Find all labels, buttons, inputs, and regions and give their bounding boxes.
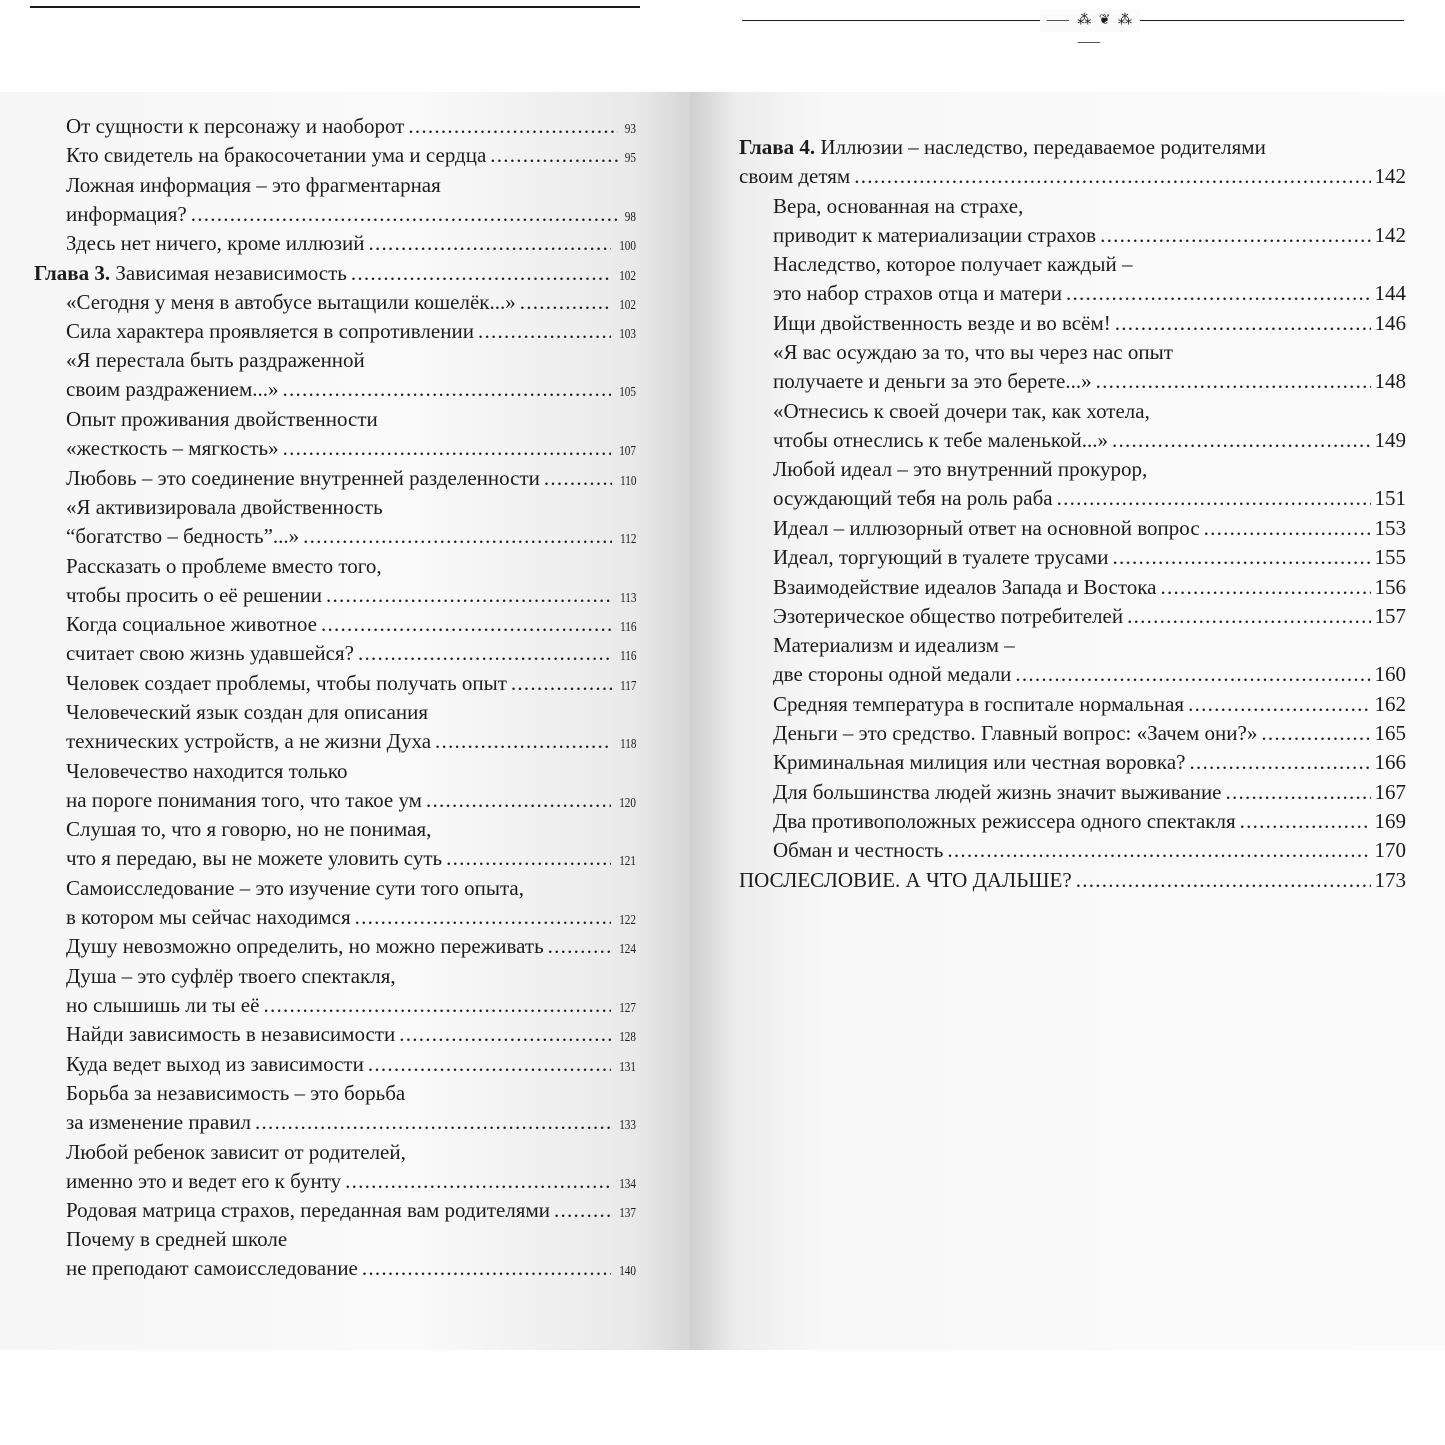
page-number: 124 bbox=[619, 942, 636, 958]
toc-entry bbox=[773, 748, 1406, 777]
toc-entry-title: «Я вас осуждаю за то, что вы через нас опыт bbox=[773, 340, 1173, 365]
toc-entry-title: Идеал, торгующий в туалете трусами bbox=[773, 545, 1109, 570]
toc-entry-title: Наследство, которое получает каждый – bbox=[773, 252, 1133, 277]
page-number: 113 bbox=[619, 590, 636, 606]
toc-entry-title: «Отнесись к своей дочери так, как хотела, bbox=[773, 398, 1150, 423]
toc-entry-title: Для большинства людей жизнь значит выживание bbox=[773, 779, 1222, 804]
toc-entry-title: Опыт проживания двойственности bbox=[66, 407, 378, 431]
toc-entry bbox=[66, 1079, 636, 1140]
toc-entry bbox=[66, 1196, 636, 1228]
toc-entry bbox=[773, 836, 1406, 865]
toc-entry bbox=[66, 757, 636, 818]
toc-entry-title: Два противоположных режиссера одного спектакля bbox=[773, 808, 1236, 833]
leader-dots bbox=[321, 610, 612, 639]
page-number: 146 bbox=[1374, 310, 1406, 335]
leader-dots bbox=[548, 932, 611, 961]
toc-entry bbox=[66, 639, 636, 671]
leader-dots bbox=[520, 288, 611, 317]
toc-entry bbox=[739, 133, 1406, 191]
page-number: 118 bbox=[619, 737, 636, 752]
toc-entry bbox=[773, 602, 1406, 631]
ornament-icon: ⸺ ⁂ ❦ ⁂ ⸺ bbox=[1040, 10, 1140, 32]
toc-entry bbox=[66, 698, 636, 759]
page-number: 151 bbox=[1374, 486, 1406, 511]
page-number: 165 bbox=[1374, 721, 1406, 745]
leader-dots bbox=[326, 581, 612, 610]
toc-entry-title: Вера, основанная на страхе, bbox=[773, 193, 1024, 218]
leader-dots bbox=[1127, 602, 1370, 631]
leader-dots bbox=[554, 1196, 611, 1225]
toc-entry-title: Средняя температура в госпитале нормальная bbox=[773, 691, 1185, 716]
toc-entry bbox=[66, 141, 636, 173]
page-number: 140 bbox=[619, 1264, 636, 1280]
page-number: 142 bbox=[1374, 222, 1406, 247]
leader-dots bbox=[283, 375, 611, 404]
page-number: 142 bbox=[1374, 164, 1406, 188]
leader-dots bbox=[544, 464, 612, 493]
leader-dots bbox=[1189, 748, 1370, 777]
toc-entry-title: на пороге понимания того, что такое ум bbox=[66, 787, 422, 812]
leader-dots bbox=[490, 141, 618, 170]
leader-dots bbox=[1096, 367, 1371, 396]
leader-dots bbox=[263, 991, 611, 1020]
toc-entry-title: две стороны одной медали bbox=[773, 662, 1012, 687]
toc-entry bbox=[66, 346, 636, 407]
toc-entry-title: своим детям bbox=[739, 164, 851, 188]
leader-dots bbox=[362, 1254, 611, 1283]
page-number: 160 bbox=[1374, 662, 1406, 687]
chapter-label: Глава 4. bbox=[739, 135, 816, 159]
page-number: 134 bbox=[619, 1176, 636, 1192]
page-number: 128 bbox=[619, 1030, 636, 1046]
leader-dots bbox=[255, 1108, 611, 1137]
toc-entry-title: информация? bbox=[66, 201, 187, 226]
toc-entry-title: но слышишь ли ты её bbox=[66, 992, 260, 1017]
page-number: 149 bbox=[1374, 427, 1406, 452]
toc-entry-title: своим раздражением...» bbox=[66, 377, 279, 402]
toc-entry bbox=[66, 493, 636, 554]
toc-entry-title: Ложная информация – это фрагментарная bbox=[66, 172, 441, 197]
page-number: 112 bbox=[619, 531, 636, 547]
page-number: 102 bbox=[619, 297, 636, 313]
toc-entry-title: «Я перестала быть раздраженной bbox=[66, 348, 365, 373]
toc-entry-title: «Сегодня у меня в автобусе вытащили кошелёк...» bbox=[66, 289, 516, 314]
leader-dots bbox=[191, 200, 618, 229]
toc-entry-title: Идеал – иллюзорный ответ на основной вопрос bbox=[773, 515, 1200, 540]
toc-entry bbox=[34, 259, 636, 291]
leader-dots bbox=[303, 522, 611, 551]
toc-entry-title: считает свою жизнь удавшейся? bbox=[66, 641, 354, 666]
toc-entry-title: Борьба за независимость – это борьба bbox=[66, 1080, 406, 1105]
toc-entry-title: Любой идеал – это внутренний прокурор, bbox=[773, 457, 1148, 482]
toc-entry-title: Слушая то, что я говорю, но не понимая, bbox=[66, 817, 432, 842]
toc-entry-title: не преподают самоисследование bbox=[66, 1256, 358, 1281]
page-number: 117 bbox=[619, 678, 636, 694]
leader-dots bbox=[355, 903, 611, 932]
toc-entry-title: Криминальная милиция или честная воровка? bbox=[773, 750, 1186, 775]
page-number: 116 bbox=[619, 620, 636, 636]
leader-dots bbox=[368, 1050, 611, 1079]
toc-entry-title: в котором мы сейчас находимся bbox=[66, 904, 351, 929]
page-number: 153 bbox=[1374, 515, 1406, 540]
toc-entry-title: Человечество находится только bbox=[66, 758, 348, 783]
toc-entry-title: Самоисследование – это изучение сути того опыта, bbox=[66, 875, 524, 900]
toc-entry bbox=[773, 573, 1406, 602]
leader-dots bbox=[435, 727, 611, 756]
toc-entry bbox=[66, 815, 636, 876]
toc-entry-title: Человеческий язык создан для описания bbox=[66, 700, 429, 724]
toc-entry-title: что я передаю, вы не можете уловить суть bbox=[66, 846, 443, 871]
toc-entry-title: Взаимодействие идеалов Запада и Востока bbox=[773, 574, 1157, 599]
toc-entry bbox=[773, 631, 1406, 689]
toc-entry-title: чтобы просить о её решении bbox=[66, 582, 322, 607]
toc-entry bbox=[773, 455, 1406, 513]
page-number: 173 bbox=[1374, 867, 1406, 892]
leader-dots bbox=[1261, 719, 1370, 748]
page-number: 93 bbox=[624, 122, 636, 137]
toc-entry-title: Кто свидетель на бракосочетании ума и сердца bbox=[66, 143, 487, 168]
leader-dots bbox=[408, 112, 618, 141]
leader-dots bbox=[1112, 426, 1371, 455]
left-header-rule bbox=[30, 6, 640, 8]
chapter-label: Глава 3. bbox=[34, 260, 111, 285]
leader-dots bbox=[368, 229, 611, 258]
toc-entry bbox=[66, 962, 636, 1023]
leader-dots bbox=[511, 669, 612, 698]
leader-dots bbox=[351, 259, 611, 288]
page-number: 166 bbox=[1374, 750, 1406, 775]
toc-entry bbox=[66, 229, 636, 261]
toc-entry-title: Любой ребенок зависит от родителей, bbox=[66, 1139, 406, 1164]
toc-entry bbox=[66, 464, 636, 496]
page-number: 122 bbox=[619, 912, 636, 928]
page-number: 157 bbox=[1374, 603, 1406, 628]
leader-dots bbox=[1015, 660, 1370, 689]
toc-entry-title: Ищи двойственность везде и во всём! bbox=[773, 310, 1111, 335]
page-number: 103 bbox=[619, 327, 636, 343]
toc-entry bbox=[66, 288, 636, 320]
toc-entry bbox=[773, 514, 1406, 543]
toc-entry-title: Любовь – это соединение внутренней разделенности bbox=[66, 465, 540, 490]
toc-entry bbox=[773, 250, 1406, 308]
page-number: 120 bbox=[619, 795, 636, 811]
leader-dots bbox=[854, 162, 1370, 191]
toc-entry-title: Рассказать о проблеме вместо того, bbox=[66, 553, 382, 578]
page-number: 98 bbox=[624, 209, 636, 225]
page-number: 102 bbox=[619, 268, 636, 284]
page-number: 133 bbox=[619, 1117, 636, 1133]
leader-dots bbox=[947, 836, 1370, 865]
leader-dots bbox=[1112, 543, 1370, 572]
toc-entry-title: Душа – это суфлёр твоего спектакля, bbox=[66, 963, 396, 988]
toc-entry-title: это набор страхов отца и матери bbox=[773, 281, 1062, 306]
page-number: 144 bbox=[1374, 281, 1406, 306]
toc-entry-title: «жесткость – мягкость» bbox=[66, 436, 279, 460]
toc-entry bbox=[773, 192, 1406, 250]
leader-dots bbox=[1066, 279, 1371, 308]
page-number: 148 bbox=[1374, 369, 1406, 394]
toc-entry-title: Эзотерическое общество потребителей bbox=[773, 603, 1124, 628]
toc-entry bbox=[773, 807, 1406, 836]
toc-entry bbox=[66, 1020, 636, 1052]
toc-entry-title: чтобы отнеслись к тебе маленькой...» bbox=[773, 427, 1108, 452]
toc-entry-title: Когда социальное животное bbox=[66, 612, 317, 637]
toc-entry-title: «Я активизировала двойственность bbox=[66, 494, 383, 519]
toc-entry bbox=[739, 866, 1406, 895]
page-number: 137 bbox=[619, 1206, 636, 1222]
leader-dots bbox=[358, 639, 612, 668]
leader-dots bbox=[1100, 221, 1370, 250]
toc-entry-title: получаете и деньги за это берете...» bbox=[773, 369, 1092, 394]
toc-entry-title: Иллюзии – наследство, передаваемое родителями bbox=[820, 135, 1266, 159]
leader-dots bbox=[1057, 484, 1371, 513]
leader-dots bbox=[1076, 866, 1371, 895]
toc-entry-title: осуждающий тебя на роль раба bbox=[773, 486, 1053, 511]
toc-entry bbox=[66, 405, 636, 466]
toc-entry bbox=[66, 610, 636, 642]
leader-dots bbox=[283, 434, 611, 463]
toc-entry bbox=[773, 338, 1406, 396]
toc-entry-title: Найди зависимость в независимости bbox=[66, 1022, 396, 1047]
toc-entry bbox=[66, 317, 636, 349]
leader-dots bbox=[1226, 778, 1371, 807]
toc-entry-title: Зависимая независимость bbox=[115, 260, 347, 285]
toc-entry-title: Человек создает проблемы, чтобы получать опыт bbox=[66, 670, 507, 695]
toc-entry-title: Обман и честность bbox=[773, 838, 944, 863]
page-number: 162 bbox=[1374, 691, 1406, 716]
toc-entry-title: Материализм и идеализм – bbox=[773, 633, 1015, 658]
page-number: 110 bbox=[619, 473, 636, 489]
page-number: 121 bbox=[619, 854, 636, 870]
leader-dots bbox=[1115, 309, 1371, 338]
toc-entry bbox=[66, 874, 636, 935]
leader-dots bbox=[446, 844, 611, 873]
toc-entry-title: за изменение правил bbox=[66, 1109, 252, 1134]
leader-dots bbox=[1188, 690, 1370, 719]
page-number: 167 bbox=[1374, 779, 1406, 804]
leader-dots bbox=[1204, 514, 1371, 543]
toc-entry-title: ПОСЛЕСЛОВИЕ. А ЧТО ДАЛЬШЕ? bbox=[739, 867, 1072, 892]
toc-entry-title: Душу невозможно определить, но можно переживать bbox=[66, 934, 544, 959]
toc-entry bbox=[66, 1138, 636, 1199]
toc-entry bbox=[66, 552, 636, 613]
toc-entry bbox=[773, 690, 1406, 719]
toc-entry bbox=[773, 309, 1406, 338]
page-number: 107 bbox=[619, 444, 636, 459]
toc-entry bbox=[773, 719, 1406, 748]
leader-dots bbox=[345, 1167, 611, 1196]
page-number: 169 bbox=[1374, 808, 1406, 833]
leader-dots bbox=[478, 317, 611, 346]
page-number: 131 bbox=[619, 1059, 636, 1075]
toc-entry bbox=[66, 112, 636, 144]
toc-entry-title: Куда ведет выход из зависимости bbox=[66, 1051, 364, 1076]
page-number: 105 bbox=[619, 385, 636, 401]
toc-entry-title: Родовая матрица страхов, переданная вам родителями bbox=[66, 1198, 550, 1223]
toc-entry-title: Деньги – это средство. Главный вопрос: «Зачем они?» bbox=[773, 721, 1258, 745]
toc-entry bbox=[66, 1050, 636, 1082]
toc-entry-title: От сущности к персонажу и наоборот bbox=[66, 114, 405, 138]
toc-entry-title: “богатство – бедность”...» bbox=[66, 523, 300, 548]
toc-entry-title: Здесь нет ничего, кроме иллюзий bbox=[66, 231, 365, 256]
toc-entry-title: технических устройств, а не жизни Духа bbox=[66, 729, 432, 753]
toc-entry bbox=[773, 397, 1406, 455]
toc-entry bbox=[773, 543, 1406, 572]
toc-entry bbox=[66, 1225, 636, 1286]
leader-dots bbox=[399, 1020, 611, 1049]
page-number: 95 bbox=[624, 151, 636, 167]
page-number: 127 bbox=[619, 1000, 636, 1016]
page-number: 170 bbox=[1374, 838, 1406, 863]
toc-entry-title: приводит к материализации страхов bbox=[773, 222, 1097, 247]
toc-entry bbox=[66, 932, 636, 964]
page-number: 116 bbox=[619, 649, 636, 665]
leader-dots bbox=[1240, 807, 1371, 836]
toc-entry-title: Почему в средней школе bbox=[66, 1227, 288, 1252]
page-number: 156 bbox=[1374, 574, 1406, 599]
toc-entry bbox=[66, 171, 636, 232]
toc-entry-title: Сила характера проявляется в сопротивлении bbox=[66, 319, 474, 344]
leader-dots bbox=[1161, 573, 1371, 602]
toc-entry bbox=[773, 778, 1406, 807]
toc-entry bbox=[66, 669, 636, 701]
page-number: 100 bbox=[619, 239, 636, 255]
leader-dots bbox=[426, 786, 611, 815]
toc-entry-title: именно это и ведет его к бунту bbox=[66, 1168, 342, 1193]
page-number: 155 bbox=[1374, 545, 1406, 570]
